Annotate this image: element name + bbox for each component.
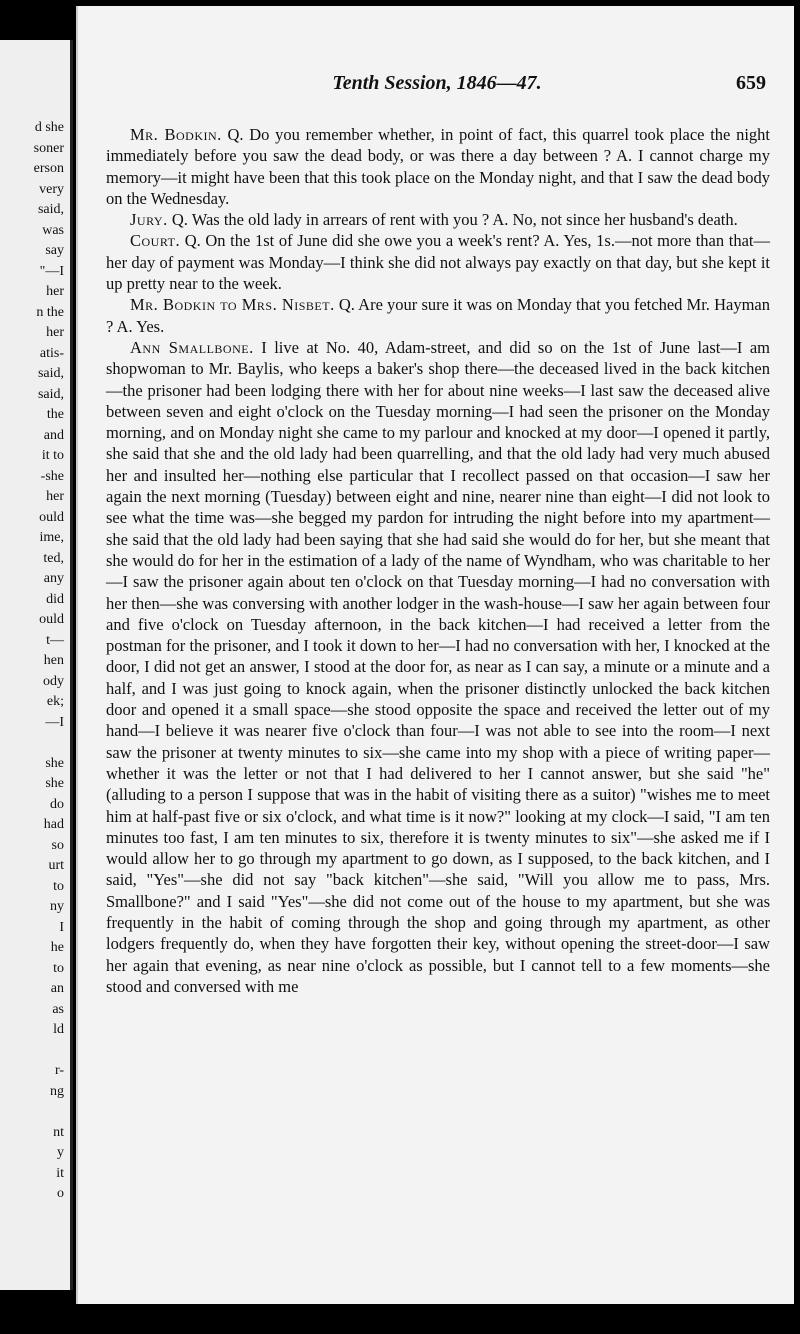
left-page-fragment: ng bbox=[50, 1083, 64, 1099]
page-body bbox=[106, 124, 770, 997]
speaker-label: Ann Smallbone. bbox=[130, 337, 254, 357]
left-page-fragment bbox=[0, 1102, 64, 1123]
left-page-fragment: said, bbox=[37, 366, 64, 381]
session-title: Tenth Session, 1846—47. bbox=[332, 72, 542, 94]
left-page-fragment: ould bbox=[39, 612, 64, 627]
left-page-fragment: any bbox=[43, 571, 64, 586]
left-page-fragment: he bbox=[50, 940, 64, 955]
right-page bbox=[76, 6, 794, 1328]
paragraph-text: I live at No. 40, Adam-street, and did so on the 1st of June last—I am shopwoman to Mr. Baylis, who keeps a baker's shop there—the deceased lived in the back kitchen—the prisoner had been lodging there with her for about nine weeks—I last saw the deceased alive between seven and eight o'clock on the Tuesday morning—I had seen the prisoner on the Monday morning, and on Monday night she came to my parlour and knocked at my door—I opened it partly, she said that she and the old lady had been quarrelling, and that the old lady had very much abused her and insulted her—nothing else particular that I recollect passed on that occasion—I saw her again the next morning (Tuesday) between eight and nine, nearer nine than eight—I did not look to see what the time was—she begged my pardon for intruding the night before into my apartment—she said that the old lady had been saying that she had said she would do for her, but she meant that she would do for her in the estimation of a lady of the name of Wyndham, who was charitable to her—I saw the prisoner again about ten o'clock on that Tuesday morning—I had no conversation with her then—she was conversing with another lodger in the wash-house—I saw her again between four and five o'clock on Tuesday afternoon, in the back kitchen—I had received a letter from the postman for the prisoner, and I took it down to her—I had no conversation with her, I knocked at the door, I did not get an answer, I stood at the door for, as near as I can say, a minute or a minute and a half, and I was just going to knock again, when the prisoner distinctly unlocked the back kitchen door and opened it a small space—she stood opposite the space and received the letter out of my hand—I believe it was nearer five o'clock than four—I was not able to see into the room—I next saw the prisoner at twenty minutes to six—she came into my shop with a piece of writing paper—whether it was the letter or not that I had delivered to her I cannot answer, but she said "he" (alluding to a person I suppose that was in the habit of visiting there as a suitor) "wishes me to meet him at half-past five or six o'clock, and what time is it now?" looking at my clock—I said, "I am ten minutes too fast, I am ten minutes to six, therefore it is twenty minutes to six"—she asked me if I would allow her to go through my apartment to go down, as I supposed, to the back kitchen, and I said, "Yes"—she did not say "back kitchen"—she said, "Will you allow me to pass, Mrs. Smallbone?" and I said "Yes"—she did not come out of the house to my apartment, but she was frequently in the habit of coming through the shop and going through my apartment, as other lodgers frequently do, when they have forgotten their key, without opening the street-door—I saw her again that evening, as near nine o'clock as possible, but I cannot tell to a few moments—she stood and conversed with me bbox=[106, 337, 771, 996]
speaker-label: Jury. bbox=[130, 210, 168, 230]
left-page-fragment: and bbox=[43, 427, 64, 443]
left-page-fragment: very bbox=[39, 181, 64, 197]
scan-bottom-edge bbox=[0, 1304, 800, 1334]
left-page-text bbox=[0, 40, 70, 1205]
left-page-fragment: the bbox=[46, 407, 64, 422]
left-page-fragment: erson bbox=[33, 161, 64, 176]
paragraph-text: Q. Was the old lady in arrears of rent with you ? A. No, not since her husband's death. bbox=[167, 210, 738, 230]
left-page-fragment: was bbox=[42, 222, 64, 238]
left-page-fragment bbox=[0, 733, 64, 754]
left-page-fragment: it bbox=[56, 1165, 64, 1181]
paragraph bbox=[106, 337, 770, 997]
left-page-fragment: said, bbox=[37, 202, 64, 217]
left-page-fragment: as bbox=[52, 1001, 64, 1017]
left-page-fragment: so bbox=[51, 837, 64, 853]
left-page-edge bbox=[0, 40, 73, 1290]
left-page-fragment: y bbox=[57, 1145, 64, 1160]
left-page-fragment: nt bbox=[53, 1124, 64, 1140]
paragraph bbox=[106, 124, 770, 209]
paragraph bbox=[106, 230, 770, 294]
left-page-fragment: it to bbox=[41, 448, 64, 463]
page-number: 659 bbox=[736, 72, 766, 94]
left-page-fragment: ny bbox=[50, 899, 64, 914]
left-page-fragment: had bbox=[43, 817, 64, 832]
left-page-fragment: ime, bbox=[39, 530, 64, 545]
left-page-fragment: ek; bbox=[46, 694, 64, 709]
left-page-fragment: an bbox=[50, 981, 64, 996]
left-page-fragment: say bbox=[45, 243, 64, 258]
paragraph-text: Q. Are your sure it was on Monday that you fetched Mr. Hayman ? A. Yes. bbox=[106, 295, 770, 336]
left-page-fragment: she bbox=[45, 776, 64, 791]
left-page-fragment: r- bbox=[54, 1063, 64, 1078]
left-page-fragment: -she bbox=[40, 468, 64, 484]
left-page-fragment: she bbox=[45, 755, 64, 771]
left-page-fragment: her bbox=[46, 489, 64, 504]
left-page-fragment: her bbox=[46, 284, 64, 299]
left-page-fragment: ld bbox=[53, 1022, 64, 1037]
left-page-fragment: soner bbox=[33, 140, 64, 156]
left-page-fragment: n the bbox=[36, 304, 64, 320]
left-page-fragment: —I bbox=[45, 714, 64, 730]
left-page-fragment: hen bbox=[43, 653, 64, 668]
page-header bbox=[108, 72, 766, 102]
speaker-label: Mr. Bodkin to Mrs. Nisbet. bbox=[130, 295, 335, 315]
left-page-fragment: to bbox=[53, 960, 64, 976]
speaker-label: Mr. Bodkin. bbox=[130, 125, 222, 144]
left-page-fragment: urt bbox=[48, 858, 64, 873]
paragraph-text: Q. Do you remember whether, in point of fact, this quarrel took place the night immediately before you saw the dead body, or was there a day between ? A. I cannot charge my memory—it might have been that this took place on the Monday night, and that I saw the dead body on the Wednesday. bbox=[106, 125, 770, 208]
left-page-fragment: to bbox=[53, 878, 64, 894]
left-page-fragment: her bbox=[46, 325, 64, 340]
left-page-fragment: ted, bbox=[43, 550, 64, 566]
left-page-fragment: d she bbox=[34, 120, 64, 135]
left-page-fragment: said, bbox=[37, 386, 64, 402]
left-page-fragment: atis- bbox=[39, 345, 64, 361]
left-page-fragment: "—I bbox=[39, 263, 64, 279]
left-page-fragment: did bbox=[46, 591, 64, 607]
paragraph bbox=[106, 209, 770, 230]
speaker-label: Court. bbox=[130, 231, 181, 251]
left-page-fragment: ould bbox=[39, 509, 64, 525]
left-page-fragment: ody bbox=[43, 673, 64, 689]
paragraph bbox=[106, 294, 770, 337]
paragraph-text: Q. On the 1st of June did she owe you a week's rent? A. Yes, 1s.—not more than that—her day of payment was Monday—I think she did not always pay exactly on that day, but she kept it up pretty near to the week. bbox=[106, 231, 770, 294]
left-page-fragment: I bbox=[59, 919, 64, 935]
left-page-fragment bbox=[0, 1041, 64, 1062]
left-page-fragment: t— bbox=[46, 632, 64, 648]
left-page-fragment: o bbox=[57, 1186, 64, 1201]
left-page-fragment: do bbox=[50, 796, 64, 812]
